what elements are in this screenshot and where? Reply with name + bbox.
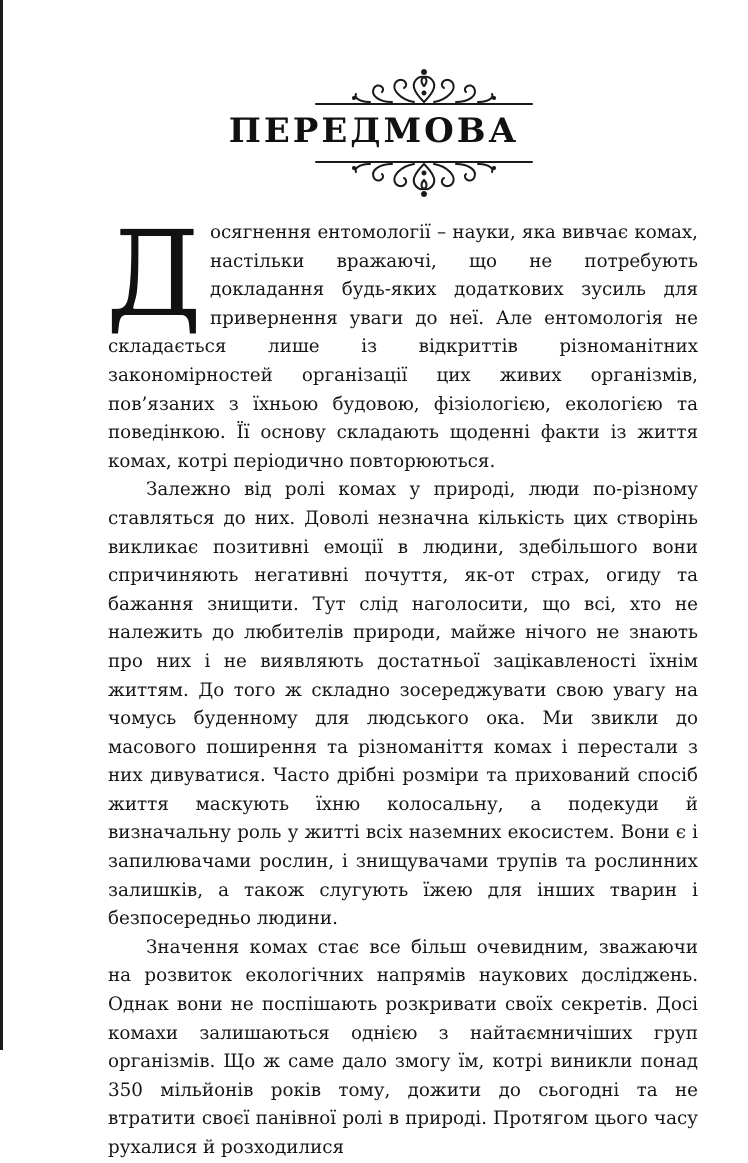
paragraph-1-text: осягнення ентомології – науки, яка вивчає комах, настільки вражаючі, що не потребують докладання будь-яких додаткових зусиль для привернення уваги до неї. Але ентомологія не складається лише із відкриттів різноманітних закономірностей організації цих живих організмів, пов’язаних з їхньою будовою, фізіологією, екологією та поведінкою. Її основу складають щоденні факти із життя комах, котрі періодично повторюються. [108, 222, 698, 472]
page-title: ПЕРЕДМОВА [228, 111, 520, 151]
drop-cap: Д [106, 205, 202, 343]
page-edge [0, 0, 3, 1050]
body-text [106, 205, 698, 1163]
paragraph-1 [106, 205, 698, 476]
flourish-ornament-icon [314, 156, 534, 200]
flourish-ornament-icon [314, 66, 534, 110]
paragraph-3: Значення комах стає все більш очевидним, зважаючи на розвиток екологічних напрямів наукових досліджень. Однак вони не поспішають розкривати своїх секретів. Досі комахи залишаються однією з найтаємничіших груп організмів. Що ж саме дало змогу їм, котрі виникли понад 350 мільйонів років тому, дожити до сьогодні та не втратити своєї панівної ролі в природі. Протягом цього часу рухалися й розходилися [108, 936, 698, 1158]
paragraph-2: Залежно від ролі комах у природі, люди по-різному ставляться до них. Доволі незначна кількість цих створінь викликає позитивні емоції в людини, здебільшого вони спричиняють негативні почуття, як-от страх, огиду та бажання знищити. Тут слід наголосити, що всі, хто не належить до любителів природи, майже нічого не знають про них і не виявляють достатньої зацікавленості їхнім життям. До того ж складно зосереджувати свою увагу на чомусь буденному для людського ока. Ми звикли до масового поширення та різноманіття комах і перестали з них дивуватися. Часто дрібні розміри та прихований спосіб життя маскують їхню колосальну, а подекуди й визначальну роль у житті всіх наземних екосистем. Вони є і запилювачами рослин, і знищувачами трупів та рослинних залишків, а також слугують їжею для інших тварин і безпосередньо людини. [108, 479, 698, 930]
